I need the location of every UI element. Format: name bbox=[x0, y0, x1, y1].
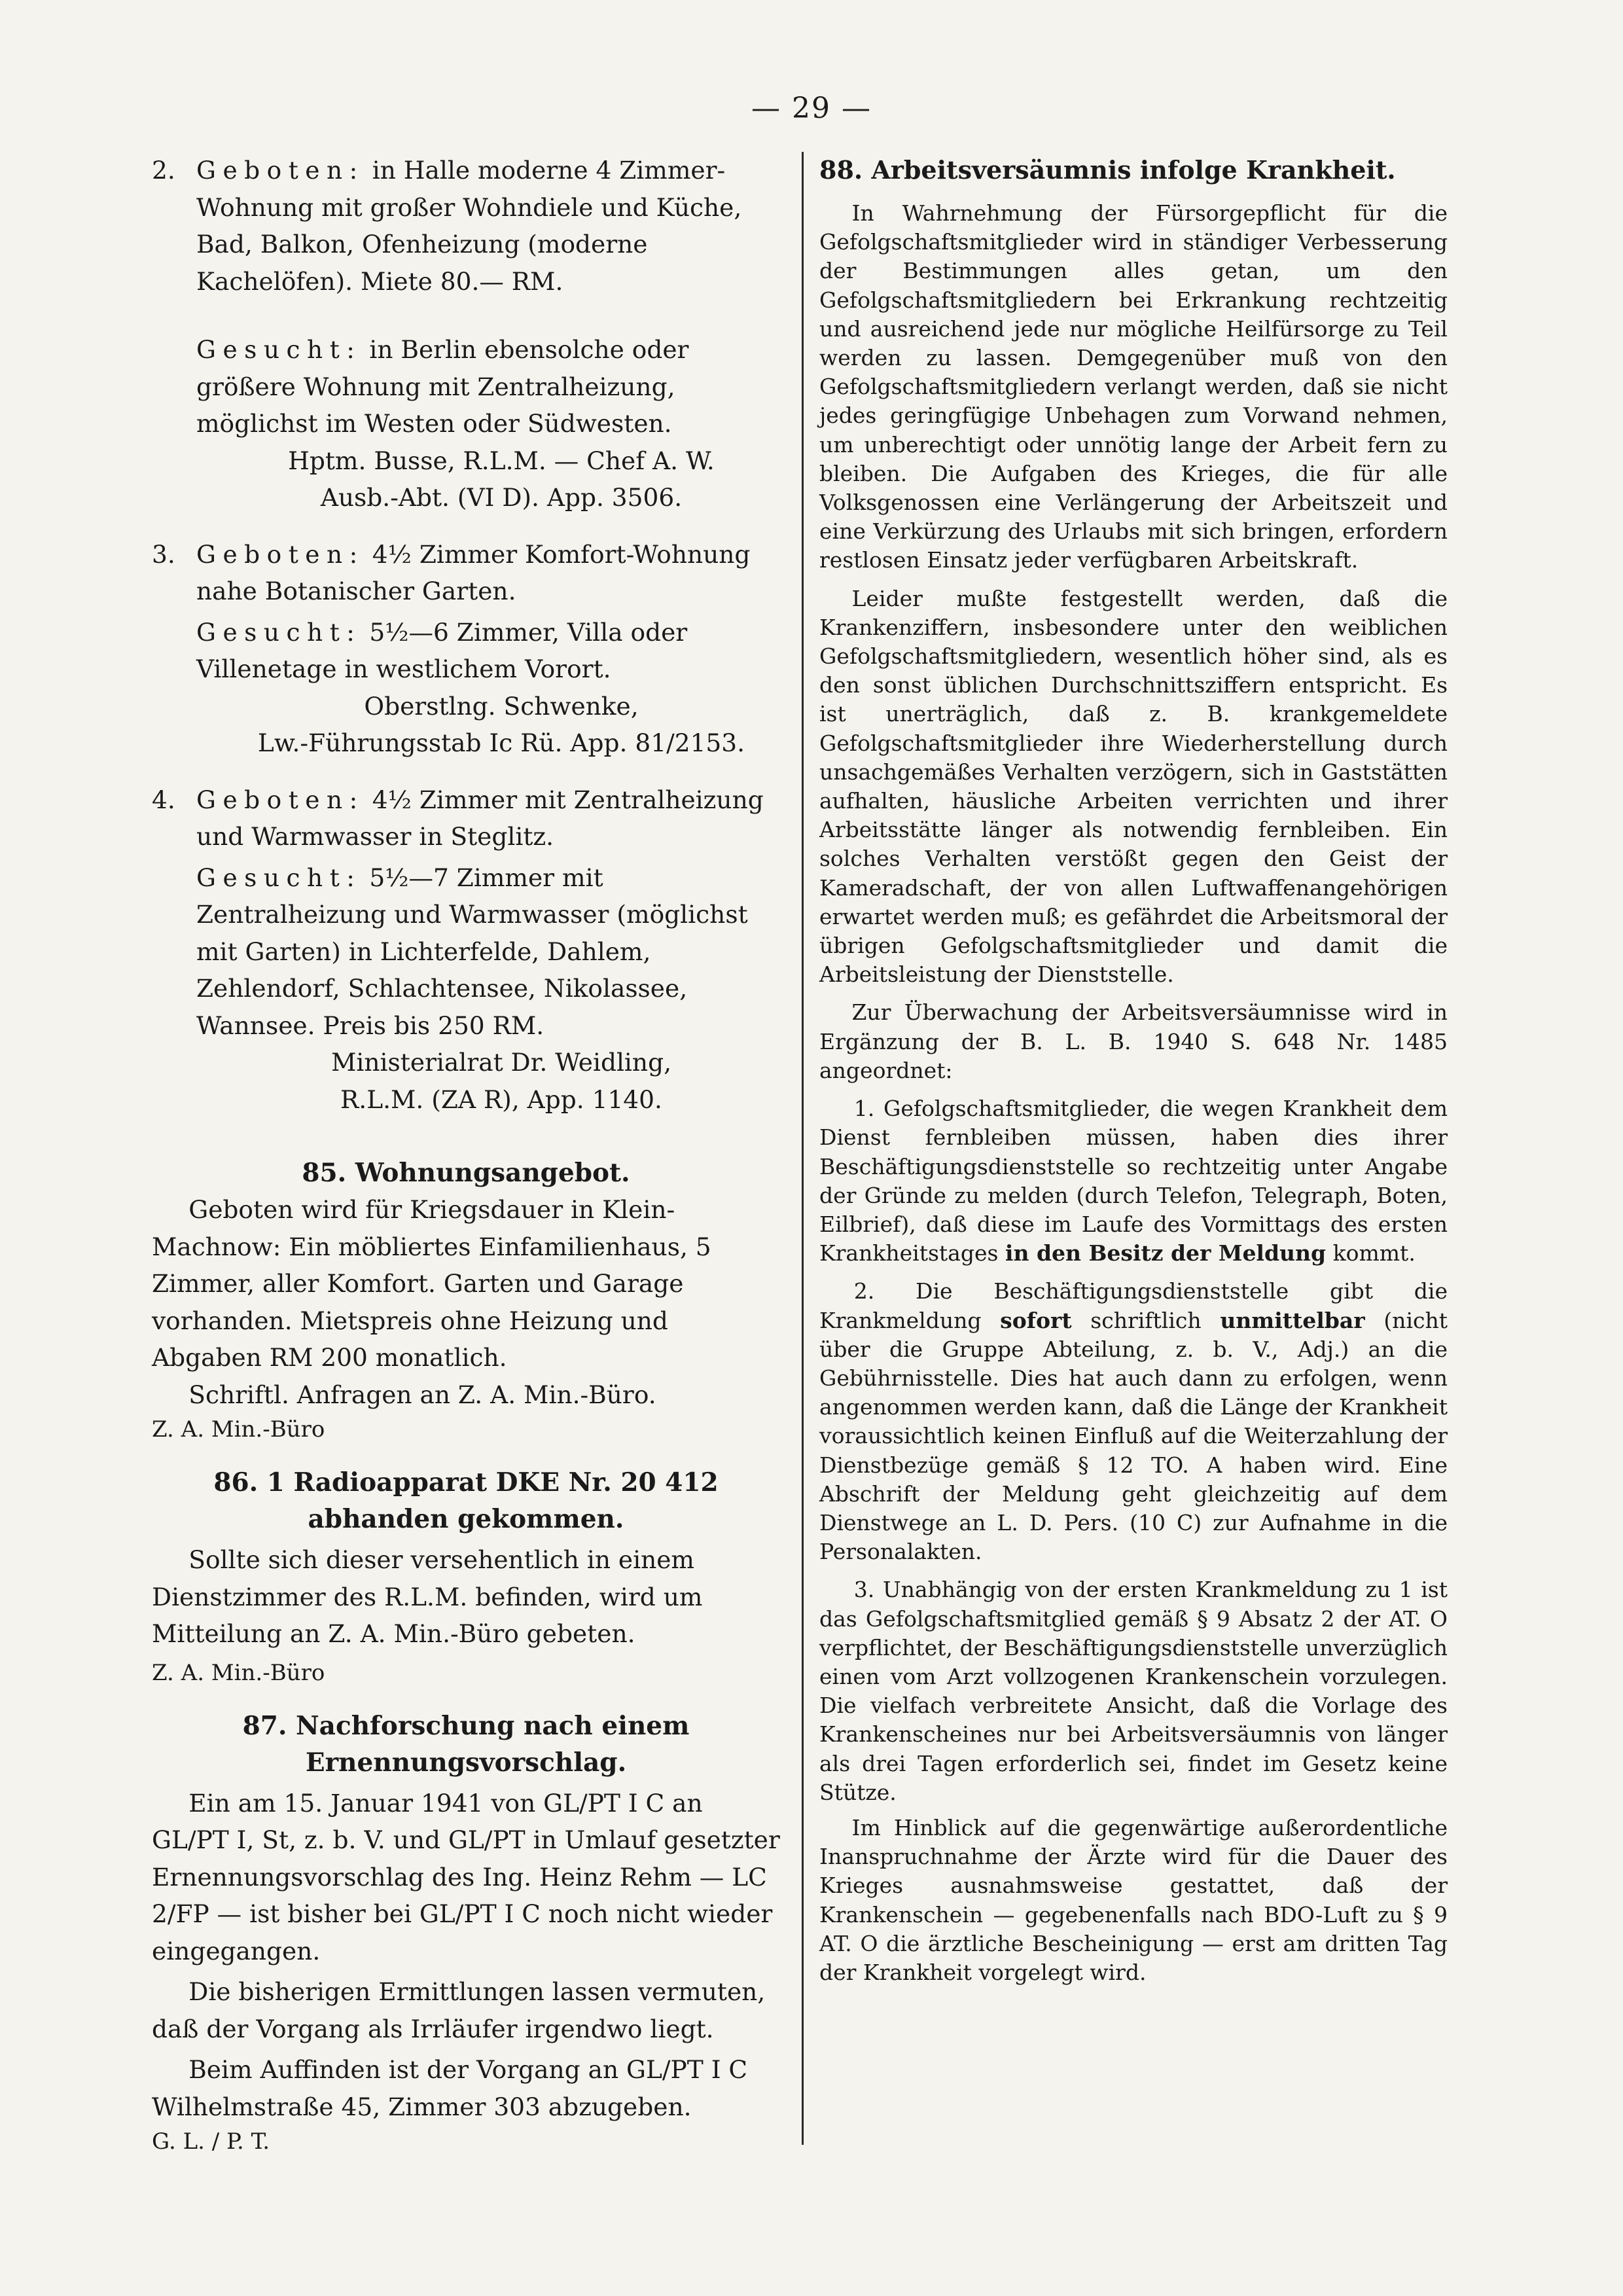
offer-item-4 bbox=[152, 781, 780, 1119]
rule-1-end: kommt. bbox=[1332, 1240, 1416, 1266]
section-86-title: 86. 1 Radioapparat DKE Nr. 20 412 abhanden gekommen. bbox=[213, 1467, 719, 1534]
rule-2-emphasis-sofort: sofort bbox=[1000, 1307, 1072, 1333]
section-87-body: Ein am 15. Januar 1941 von GL/PT I C an GL/PT I, St, z. b. V. und GL/PT in Umlauf gesetzter Ernennungsvorschlag des Ing. Heinz Rehm — LC 2/FP — ist bisher bei GL/PT I C noch nicht wieder eingegangen. bbox=[152, 1788, 780, 1965]
section-85-title: 85. Wohnungsangebot. bbox=[302, 1158, 630, 1188]
label-geboten: Geboten: bbox=[196, 539, 365, 569]
rule-1-text: 1. Gefolgschaftsmitglieder, die wegen Krankheit dem Dienst fernbleiben müssen, haben dies ihrer Beschäftigungsdienststelle so rechtzeitig unter Angabe der Gründe zu melden (durch Telefon, Telegraph, Boten, Eilbrief), daß diese im Laufe des Vormittags des ersten Krankheitstages bbox=[819, 1096, 1448, 1266]
section-88-rule-2 bbox=[819, 1277, 1448, 1566]
offer-text bbox=[196, 536, 780, 610]
item-number: 4. bbox=[152, 785, 175, 814]
rule-2-text-end: (nicht über die Gruppe Abteilung, z. b. V., Adj.) an die Gebührnisstelle. Dies hat auch dann zu erfolgen, wenn angenommen werden kann, daß die Länge der Krankheit voraussichtlich keinen Einfluß auf die Weiterzahlung der Dienstbezüge gemäß § 12 TO. A haben wird. Eine Abschrift der Meldung geht gleichzeitig auf dem Dienstwege an L. D. Pers. (10 C) zur Aufnahme in die Personalakten. bbox=[819, 1307, 1448, 1565]
search-description: in Berlin ebensolche oder größere Wohnung mit Zentralheizung, möglichst im Westen oder Südwesten. bbox=[196, 335, 689, 438]
offer-text bbox=[196, 152, 780, 300]
label-gesucht: Gesucht: bbox=[196, 617, 362, 647]
section-88-para-1: In Wahrnehmung der Fürsorgepflicht für die Gefolgschaftsmitglieder wird in ständiger Verbesserung der Bestimmungen alles getan, um den Gefolgschaftsmitgliedern bei Erkrankung rechtzeitig und ausreichend jede nur mögliche Heilfürsorge zu Teil werden zu lassen. Demgegenüber muß von den Gefolgschaftsmitgliedern verlangt werden, daß sie nicht jedes geringfügige Unbehagen zum Vorwand nehmen, um unberechtigt oder unnötig lange der Arbeit fern zu bleiben. Die Aufgaben des Krieges, die für alle Volksgenossen eine Verlängerung der Arbeitszeit und eine Verkürzung des Urlaubs mit sich bringen, erfordern restlosen Einsatz jeder verfügbaren Arbeitskraft. bbox=[819, 200, 1448, 573]
offer-item-2 bbox=[152, 152, 780, 516]
signature-line: Ausb.-Abt. (VI D). App. 3506. bbox=[320, 483, 683, 512]
page-number: — 29 — bbox=[751, 92, 872, 125]
right-column bbox=[819, 152, 1448, 1987]
section-88-title: 88. Arbeitsversäumnis infolge Krankheit. bbox=[819, 155, 1396, 185]
section-88-rule-1 bbox=[819, 1094, 1448, 1268]
section-88-rule-3: 3. Unabhängig von der ersten Krankmeldung zu 1 ist das Gefolgschaftsmitglied gemäß § 9 Absatz 2 der AT. O verpflichtet, der Beschäftigungsdienststelle unverzüglich einen vom Arzt vollzogenen Krankenschein vorzulegen. Die vielfach verbreitete Ansicht, daß die Vorlage des Krankenscheines nur bei Arbeitsversäumnis von länger als drei Tagen erforderlich sei, findet im Gesetz keine Stütze. bbox=[819, 1577, 1448, 1805]
rule-2-text-mid: schriftlich bbox=[1090, 1307, 1202, 1333]
label-gesucht: Gesucht: bbox=[196, 863, 362, 892]
signature-line: Oberstlng. Schwenke, bbox=[364, 691, 639, 721]
section-87-title: 87. Nachforschung nach einem Ernennungsvorschlag. bbox=[242, 1710, 690, 1778]
search-description: 5½—7 Zimmer mit Zentralheizung und Warmwasser (möglichst mit Garten) in Lichterfelde, Dahlem, Zehlendorf, Schlachtensee, Nikolassee, Wannsee. Preis bis 250 RM. bbox=[196, 863, 748, 1040]
offer-description: 4½ Zimmer Komfort-Wohnung nahe Botanischer Garten. bbox=[196, 539, 751, 605]
left-column bbox=[152, 152, 780, 2158]
item-number: 3. bbox=[152, 539, 175, 569]
section-86-body: Sollte sich dieser versehentlich in einem Dienstzimmer des R.L.M. befinden, wird um Mitteilung an Z. A. Min.-Büro gebeten. bbox=[152, 1545, 703, 1648]
rule-2-text: 2. Die Beschäftigungsdienststelle gibt die Krankmeldung bbox=[819, 1278, 1448, 1333]
section-87-signature: G. L. / P. T. bbox=[152, 2128, 270, 2155]
offer-description: in Halle moderne 4 Zimmer-Wohnung mit großer Wohndiele und Küche, Bad, Balkon, Ofenheizung (moderne Kachelöfen). Miete 80.— RM. bbox=[196, 156, 742, 296]
search-description: 5½—6 Zimmer, Villa oder Villenetage in westlichem Vorort. bbox=[196, 617, 688, 683]
column-divider bbox=[802, 152, 804, 2145]
section-85-body: Geboten wird für Kriegsdauer in Klein-Machnow: Ein möbliertes Einfamilienhaus, 5 Zimmer, aller Komfort. Garten und Garage vorhanden. Mietspreis ohne Heizung und Abgaben RM 200 monatlich. bbox=[152, 1195, 711, 1372]
section-88-para-3: Zur Überwachung der Arbeitsversäumnisse wird in Ergänzung der B. L. B. 1940 S. 648 Nr. 1485 angeordnet: bbox=[819, 999, 1448, 1083]
signature-line: Hptm. Busse, R.L.M. — Chef A. W. bbox=[288, 446, 715, 475]
item-number: 2. bbox=[152, 156, 175, 185]
label-gesucht: Gesucht: bbox=[196, 335, 362, 364]
section-87-body-2: Die bisherigen Ermittlungen lassen vermuten, daß der Vorgang als Irrläufer irgendwo liegt. bbox=[152, 1977, 766, 2043]
section-87-body-3: Beim Auffinden ist der Vorgang an GL/PT I C Wilhelmstraße 45, Zimmer 303 abzugeben. bbox=[152, 2055, 748, 2121]
offer-description: 4½ Zimmer mit Zentralheizung und Warmwasser in Steglitz. bbox=[196, 785, 764, 851]
signature-line: R.L.M. (ZA R), App. 1140. bbox=[340, 1085, 662, 1114]
search-text bbox=[196, 614, 780, 688]
search-text bbox=[196, 331, 780, 442]
section-88-para-2: Leider mußte festgestellt werden, daß die Krankenziffern, insbesondere unter den weiblichen Gefolgschaftsmitgliedern, wesentlich höher sind, als es den sonst üblichen Durchschnittsziffern entspricht. Es ist unerträglich, daß z. B. krankgemeldete Gefolgschaftsmitglieder ihre Wiederherstellung durch unsachgemäßes Verhalten verzögern, sich in Gaststätten aufhalten, häusliche Arbeiten verrichten und ihrer Arbeitsstätte länger als notwendig fernbleiben. Ein solches Verhalten verstößt gegen den Geist der Kameradschaft, der von allen Luftwaffenangehörigen erwartet werden muß; es gefährdet die Arbeitsmoral der übrigen Gefolgschaftsmitglieder und damit die Arbeitsleistung der Dienststelle. bbox=[819, 585, 1448, 988]
label-geboten: Geboten: bbox=[196, 785, 365, 814]
section-85-contact: Schriftl. Anfragen an Z. A. Min.-Büro. bbox=[188, 1380, 656, 1409]
signature-line: Lw.-Führungsstab Ic Rü. App. 81/2153. bbox=[257, 728, 745, 757]
section-88-para-final: Im Hinblick auf die gegenwärtige außerordentliche Inanspruchnahme der Ärzte wird für die Dauer des Krieges ausnahmsweise gestattet, daß der Krankenschein — gegebenenfalls nach BDO-Luft zu § 9 AT. O die ärztliche Bescheinigung — erst am dritten Tag der Krankheit vorgelegt wird. bbox=[819, 1814, 1448, 1985]
offer-text bbox=[196, 781, 780, 855]
signature-line: Ministerialrat Dr. Weidling, bbox=[330, 1048, 672, 1077]
section-86-signature: Z. A. Min.-Büro bbox=[152, 1659, 325, 1686]
label-geboten: Geboten: bbox=[196, 156, 365, 185]
section-85-signature: Z. A. Min.-Büro bbox=[152, 1416, 325, 1443]
rule-2-emphasis-unmittelbar: unmittelbar bbox=[1220, 1307, 1365, 1333]
rule-1-emphasis: in den Besitz der Meldung bbox=[1005, 1240, 1327, 1266]
search-text bbox=[196, 859, 780, 1045]
offer-item-3 bbox=[152, 536, 780, 762]
